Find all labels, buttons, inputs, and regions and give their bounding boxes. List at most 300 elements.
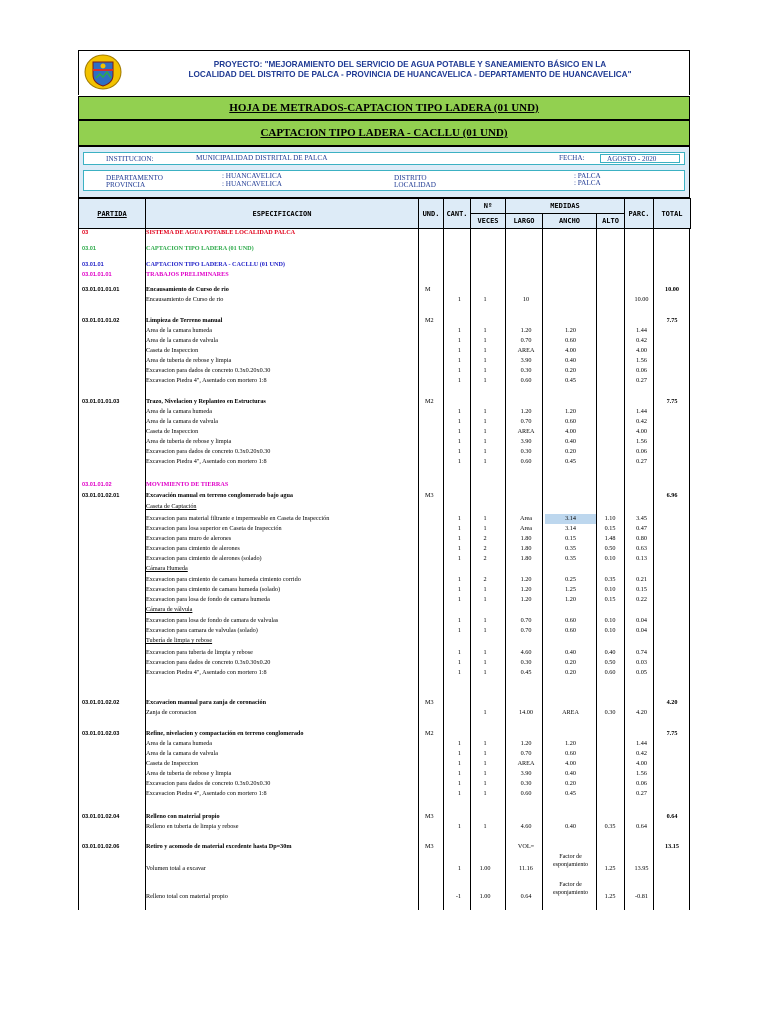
especificacion-cell: Volumen total a excavar <box>146 865 206 872</box>
parc-cell: 0.06 <box>636 367 647 374</box>
province-label: PROVINCIA <box>106 181 146 189</box>
institution-label: INSTITUCION: <box>106 155 154 163</box>
table-row <box>78 534 690 544</box>
alto-cell: 0.15 <box>604 525 616 532</box>
cant-cell: 1 <box>457 669 461 676</box>
ancho-cell: 0.20 <box>565 669 576 676</box>
veces-cell: 1 <box>483 709 487 716</box>
veces-cell: 1 <box>483 760 487 767</box>
largo-cell: 1.20 <box>520 327 532 334</box>
veces-cell: 2 <box>483 555 487 562</box>
largo-cell: Area <box>519 525 533 532</box>
veces-cell: 1 <box>483 780 487 787</box>
ancho-cell: AREA <box>562 709 579 716</box>
especificacion-cell: Relleno total con material propio <box>146 893 228 900</box>
especificacion-cell: Excavacion Piedra 4", Asentado con mortero 1:8 <box>146 377 267 384</box>
largo-cell: 1.20 <box>520 576 532 583</box>
especificacion-cell: Excavacion para dados de concreto 0.3x0.20x0.30 <box>146 448 271 455</box>
ancho-cell: 0.20 <box>565 448 576 455</box>
parc-cell: 0.13 <box>636 555 647 562</box>
alto-cell: 0.35 <box>604 823 616 830</box>
parc-cell: 0.27 <box>636 458 647 465</box>
parc-cell: 1.56 <box>636 770 647 777</box>
veces-cell: 1 <box>483 418 487 425</box>
parc-cell: 0.63 <box>636 545 647 552</box>
veces-cell: 1.00 <box>479 893 491 900</box>
especificacion-cell: CAPTACION TIPO LADERA (01 UND) <box>146 245 254 252</box>
cant-cell: 1 <box>457 617 461 624</box>
parc-cell: 0.04 <box>636 617 647 624</box>
parc-cell: 1.44 <box>636 740 647 747</box>
partida-cell: 03.01.01.02.06 <box>82 844 120 850</box>
especificacion-cell: Excavacion para losa de fondo de camara humeda <box>146 596 270 603</box>
especificacion-cell: Area de la camara humeda <box>146 327 212 334</box>
especificacion-cell: Excavacion para material filtrante e impermeable en Caseta de Inspección <box>146 515 330 522</box>
ancho-cell: 4.00 <box>565 428 576 435</box>
largo-cell: 1.80 <box>520 555 532 562</box>
especificacion-cell: Area de la camara humeda <box>146 740 212 747</box>
province-value: : HUANCAVELICA <box>222 180 282 188</box>
veces-cell: 1 <box>483 669 487 676</box>
alto-cell: 1.25 <box>604 865 616 872</box>
cant-cell: 1 <box>457 823 461 830</box>
especificacion-cell: Excavacion para dados de concreto 0.3x0.20x0.30 <box>146 367 271 374</box>
cant-cell: 1 <box>457 659 461 666</box>
ancho-cell: 0.60 <box>565 627 576 634</box>
especificacion-cell: Area de tuberia de rebose y limpia <box>146 357 232 364</box>
especificacion-cell: Excavacion para tuberia de limpia y rebose <box>146 649 253 656</box>
sheet-title: HOJA DE METRADOS-CAPTACION TIPO LADERA (01 UND) <box>229 102 539 114</box>
ancho-cell: 0.60 <box>565 750 576 757</box>
table-row <box>78 822 690 832</box>
und-cell: M3 <box>425 492 434 499</box>
table-row <box>78 605 690 615</box>
veces-cell: 1 <box>483 357 487 364</box>
department-label: DEPARTAMENTO <box>106 174 163 182</box>
table-row <box>78 326 690 336</box>
alto-cell: 0.60 <box>604 669 616 676</box>
institution-row <box>83 152 685 165</box>
parc-cell: 0.21 <box>636 576 647 583</box>
alto-cell: 0.50 <box>604 659 616 666</box>
col-und: UND. <box>419 199 444 229</box>
table-row <box>78 554 690 564</box>
location-row <box>83 170 685 191</box>
veces-cell: 1 <box>483 438 487 445</box>
especificacion-cell: Excavacion Piedra 4", Asentado con mortero 1:8 <box>146 669 267 676</box>
largo-cell: 0.60 <box>520 790 532 797</box>
parc-cell: 0.22 <box>636 596 647 603</box>
table-row <box>78 564 690 574</box>
partida-cell: 03.01.01.02.02 <box>82 700 120 706</box>
info-block <box>78 146 690 198</box>
partida-cell: 03.01.01.01.02 <box>82 318 120 324</box>
veces-cell: 1 <box>483 525 487 532</box>
veces-cell: 1 <box>483 790 487 797</box>
total-cell: 10.00 <box>665 286 679 293</box>
especificacion-cell: Excavacion para losa de fondo de camara de valvulas <box>146 617 279 624</box>
veces-cell: 1 <box>483 296 487 303</box>
table-row <box>78 769 690 779</box>
cant-cell: 1 <box>457 545 461 552</box>
alto-cell: 0.10 <box>604 586 616 593</box>
cant-cell: 1 <box>457 780 461 787</box>
especificacion-cell: Trazo, Nivelacion y Replanteo en Estructuras <box>146 398 266 405</box>
und-cell: M2 <box>425 398 434 405</box>
parc-cell: 1.44 <box>636 327 647 334</box>
parc-cell: 0.74 <box>636 649 647 656</box>
largo-cell: 0.30 <box>520 448 532 455</box>
ancho-cell: 0.60 <box>565 337 576 344</box>
parc-cell: 0.06 <box>636 448 647 455</box>
locality-label: LOCALIDAD <box>394 181 436 189</box>
veces-cell: 1 <box>483 617 487 624</box>
district-value: : PALCA <box>574 172 601 180</box>
table-row <box>78 295 690 305</box>
ancho-cell: 0.60 <box>565 617 576 624</box>
largo-cell: VOL= <box>517 843 535 850</box>
veces-cell: 1 <box>483 740 487 747</box>
factor-esponjamiento-cell: Factor de esponjamiento <box>553 882 588 896</box>
especificacion-cell: Tubería de limpia y rebose <box>146 637 213 644</box>
table-row <box>78 285 690 295</box>
parc-cell: 0.64 <box>636 823 647 830</box>
cant-cell: 1 <box>457 535 461 542</box>
largo-cell: 3.90 <box>520 438 532 445</box>
ancho-cell: 0.40 <box>565 357 576 364</box>
veces-cell: 1 <box>483 659 487 666</box>
parc-cell: -0.81 <box>635 893 648 900</box>
municipal-shield-icon <box>84 54 122 90</box>
ancho-cell: 0.40 <box>565 438 576 445</box>
ancho-cell: 0.20 <box>565 659 576 666</box>
veces-cell: 1 <box>483 347 487 354</box>
table-row <box>78 457 690 467</box>
cant-cell: 1 <box>457 458 461 465</box>
especificacion-cell: Excavacion manual para zanja de coronación <box>146 699 267 706</box>
project-title-line1: PROYECTO: "MEJORAMIENTO DEL SERVICIO DE AGUA POTABLE Y SANEAMIENTO BÁSICO EN LA <box>213 60 607 69</box>
ancho-cell: 3.14 <box>565 525 576 532</box>
especificacion-cell: Excavacion para losa superior en Caseta de Inspección <box>146 525 282 532</box>
alto-cell: 0.30 <box>604 709 616 716</box>
parc-cell: 0.04 <box>636 627 647 634</box>
und-cell: M3 <box>425 699 434 706</box>
table-row <box>78 447 690 457</box>
ancho-cell: 0.45 <box>565 790 576 797</box>
table-row <box>78 316 690 326</box>
table-row <box>78 595 690 605</box>
und-cell: M3 <box>425 813 434 820</box>
parc-cell: 0.27 <box>636 377 647 384</box>
total-cell: 7.75 <box>666 730 678 737</box>
largo-cell: 3.90 <box>520 770 532 777</box>
cant-cell: 1 <box>457 865 461 872</box>
alto-cell: 0.35 <box>604 576 616 583</box>
table-row <box>78 376 690 386</box>
ancho-cell: 0.60 <box>565 418 576 425</box>
und-cell: M3 <box>425 843 434 850</box>
partida-cell: 03 <box>82 230 89 236</box>
metrados-body <box>78 228 690 910</box>
table-row <box>78 336 690 346</box>
parc-cell: 1.56 <box>636 438 647 445</box>
table-row <box>78 842 690 852</box>
col-n: Nº <box>471 199 506 214</box>
table-row <box>78 270 690 280</box>
parc-cell: 0.27 <box>636 790 647 797</box>
largo-cell: 0.60 <box>520 458 532 465</box>
table-row <box>78 626 690 636</box>
especificacion-cell: Excavacion Piedra 4", Asentado con mortero 1:8 <box>146 458 267 465</box>
und-cell: M <box>425 286 431 293</box>
table-row <box>78 698 690 708</box>
cant-cell: 1 <box>457 750 461 757</box>
parc-cell: 10.00 <box>634 296 649 303</box>
col-cant: CANT. <box>444 199 471 229</box>
especificacion-cell: Excavacion para cimiento de camara humeda cimiento corrido <box>146 576 301 583</box>
veces-cell: 1 <box>483 448 487 455</box>
largo-cell: 0.70 <box>520 627 532 634</box>
total-cell: 6.96 <box>666 492 678 499</box>
cant-cell: 1 <box>457 555 461 562</box>
table-row <box>78 346 690 356</box>
ancho-cell: 0.25 <box>565 576 576 583</box>
especificacion-cell: Area de tuberia de rebose y limpia <box>146 438 232 445</box>
largo-cell: 0.64 <box>520 893 532 900</box>
total-cell: 7.75 <box>666 398 678 405</box>
especificacion-cell: Excavacion para cimiento de alerones <box>146 545 240 552</box>
veces-cell: 1 <box>483 586 487 593</box>
alto-cell: 0.40 <box>604 649 616 656</box>
table-row <box>78 636 690 646</box>
cant-cell: 1 <box>457 576 461 583</box>
especificacion-cell: Relleno con material propio <box>146 813 220 820</box>
partida-cell: 03.01.01.02.04 <box>82 814 120 820</box>
especificacion-cell: Zanja de coronacion <box>146 709 197 716</box>
table-row <box>78 356 690 366</box>
especificacion-cell: Area de la camara de valvula <box>146 418 218 425</box>
ancho-cell: 3.14 <box>545 514 596 524</box>
largo-cell: 1.20 <box>520 586 532 593</box>
ancho-cell: 1.20 <box>565 408 576 415</box>
institution-value: MUNICIPALIDAD DISTRITAL DE PALCA <box>196 154 328 162</box>
veces-cell: 1 <box>483 327 487 334</box>
especificacion-cell: Excavacion para dados de concreto 0.3x0.30x0.20 <box>146 659 271 666</box>
parc-cell: 0.42 <box>636 750 647 757</box>
cant-cell: 1 <box>457 357 461 364</box>
parc-cell: 13.95 <box>634 865 649 872</box>
partida-cell: 03.01 <box>82 246 96 252</box>
largo-cell: 0.70 <box>520 750 532 757</box>
table-row <box>78 244 690 254</box>
veces-cell: 1 <box>483 458 487 465</box>
table-row <box>78 437 690 447</box>
especificacion-cell: Refine, nivelacion y compactación en terreno conglomerado <box>146 730 304 737</box>
alto-cell: 0.10 <box>604 555 616 562</box>
veces-cell: 1 <box>483 428 487 435</box>
col-veces: VECES <box>471 214 506 229</box>
table-row <box>78 397 690 407</box>
largo-cell: AREA <box>517 428 535 435</box>
table-row <box>78 668 690 678</box>
ancho-cell: 0.15 <box>565 535 576 542</box>
table-row <box>78 729 690 739</box>
parc-cell: 0.47 <box>636 525 647 532</box>
largo-cell: 0.70 <box>520 337 532 344</box>
alto-cell: 1.25 <box>604 893 616 900</box>
largo-cell: 0.30 <box>520 780 532 787</box>
especificacion-cell: SISTEMA DE AGUA POTABLE LOCALIDAD PALCA <box>146 229 296 236</box>
parc-cell: 0.15 <box>636 586 647 593</box>
partida-cell: 03.01.01.02.01 <box>82 493 120 499</box>
factor-esponjamiento-cell: Factor de esponjamiento <box>553 854 588 868</box>
largo-cell: 0.70 <box>520 418 532 425</box>
parc-cell: 0.05 <box>636 669 647 676</box>
table-row <box>78 524 690 534</box>
alto-cell: 1.10 <box>604 515 616 522</box>
especificacion-cell: Excavacion para muro de alerones <box>146 535 232 542</box>
table-row <box>78 882 690 902</box>
col-largo: LARGO <box>506 214 543 229</box>
especificacion-cell: Limpieza de Terreno manual <box>146 317 223 324</box>
table-row <box>78 427 690 437</box>
cant-cell: 1 <box>457 760 461 767</box>
cant-cell: 1 <box>457 327 461 334</box>
col-ancho: ANCHO <box>543 214 597 229</box>
veces-cell: 1 <box>483 367 487 374</box>
largo-cell: 11.16 <box>519 865 533 872</box>
table-row <box>78 616 690 626</box>
col-alto: ALTO <box>597 214 625 229</box>
cant-cell: 1 <box>457 649 461 656</box>
cant-cell: 1 <box>457 515 461 522</box>
parc-cell: 1.56 <box>636 357 647 364</box>
cant-cell: 1 <box>457 347 461 354</box>
parc-cell: 3.45 <box>636 515 647 522</box>
ancho-cell: 0.20 <box>565 367 576 374</box>
largo-cell: 1.80 <box>520 545 532 552</box>
alto-cell: 0.50 <box>604 545 616 552</box>
parc-cell: 1.44 <box>636 408 647 415</box>
especificacion-cell: MOVIMIENTO DE TIERRAS <box>146 481 229 488</box>
especificacion-cell: Excavacion para camara de valvulas (solado) <box>146 627 258 634</box>
table-row <box>78 480 690 490</box>
sheet-title-band <box>78 96 690 120</box>
alto-cell: 0.15 <box>604 596 616 603</box>
parc-cell: 4.00 <box>636 347 647 354</box>
table-row <box>78 417 690 427</box>
col-parc: PARC. <box>625 199 654 229</box>
especificacion-cell: Caseta de Inspeccion <box>146 428 199 435</box>
table-row <box>78 366 690 376</box>
partida-cell: 03.01.01 <box>82 262 104 268</box>
project-title <box>140 60 680 80</box>
table-row <box>78 575 690 585</box>
cant-cell: 1 <box>457 627 461 634</box>
parc-cell: 0.42 <box>636 418 647 425</box>
especificacion-cell: Excavación manual en terreno conglomerado bajo agua <box>146 492 294 499</box>
ancho-cell: 0.35 <box>565 555 576 562</box>
ancho-cell: 0.45 <box>565 458 576 465</box>
largo-cell: 4.60 <box>520 649 532 656</box>
parc-cell: 4.20 <box>636 709 647 716</box>
parc-cell: 0.42 <box>636 337 647 344</box>
und-cell: M2 <box>425 730 434 737</box>
veces-cell: 1 <box>483 770 487 777</box>
table-row <box>78 228 690 238</box>
partida-cell: 03.01.01.02 <box>82 482 112 488</box>
especificacion-cell: CAPTACION TIPO LADERA - CACLLU (01 UND) <box>146 261 285 268</box>
especificacion-cell: Area de tuberia de rebose y limpia <box>146 770 232 777</box>
especificacion-cell: Area de la camara de valvula <box>146 750 218 757</box>
project-title-line2: LOCALIDAD DEL DISTRITO DE PALCA - PROVINCIA DE HUANCAVELICA - DEPARTAMENTO DE HUANCAVELICA" <box>188 70 632 79</box>
especificacion-cell: Retiro y acomodo de material excedente hasta Dp=30m <box>146 843 292 850</box>
veces-cell: 1 <box>483 408 487 415</box>
cant-cell: 1 <box>457 596 461 603</box>
largo-cell: Area <box>519 515 533 522</box>
table-row <box>78 658 690 668</box>
especificacion-cell: TRABAJOS PRELIMINARES <box>146 271 229 278</box>
partida-cell: 03.01.01.01 <box>82 272 112 278</box>
col-especificacion: ESPECIFICACION <box>146 199 419 229</box>
subtitle-band <box>78 120 690 146</box>
veces-cell: 1 <box>483 627 487 634</box>
table-row <box>78 789 690 799</box>
veces-cell: 1 <box>483 750 487 757</box>
table-row <box>78 708 690 718</box>
largo-cell: 0.60 <box>520 377 532 384</box>
veces-cell: 1 <box>483 515 487 522</box>
cant-cell: 1 <box>457 296 461 303</box>
date-field <box>600 154 680 163</box>
especificacion-cell: Excavacion para cimiento de alerones (solado) <box>146 555 262 562</box>
especificacion-cell: Area de la camara humeda <box>146 408 212 415</box>
veces-cell: 1 <box>483 823 487 830</box>
locality-value: : PALCA <box>574 179 601 187</box>
largo-cell: 1.20 <box>520 596 532 603</box>
especificacion-cell: Caseta de Captación <box>146 503 197 510</box>
cant-cell: 1 <box>457 525 461 532</box>
ancho-cell: 0.40 <box>565 649 576 656</box>
alto-cell: 0.10 <box>604 627 616 634</box>
cant-cell: 1 <box>457 448 461 455</box>
cant-cell: 1 <box>457 367 461 374</box>
largo-cell: 0.70 <box>520 617 532 624</box>
col-medidas: MEDIDAS <box>506 199 625 214</box>
especificacion-cell: Encausamiento de Curso de rio <box>146 296 224 303</box>
total-cell: 13.15 <box>665 843 679 850</box>
largo-cell: 1.20 <box>520 408 532 415</box>
largo-cell: 0.45 <box>520 669 532 676</box>
table-row <box>78 739 690 749</box>
table-row <box>78 260 690 270</box>
largo-cell: 3.90 <box>520 357 532 364</box>
ancho-cell: 4.00 <box>565 760 576 767</box>
table-row <box>78 502 690 512</box>
ancho-cell: 4.00 <box>565 347 576 354</box>
und-cell: M2 <box>425 317 434 324</box>
especificacion-cell: Caseta de Inspeccion <box>146 760 199 767</box>
parc-cell: 4.00 <box>636 760 647 767</box>
ancho-cell: 1.20 <box>565 740 576 747</box>
total-cell: 4.20 <box>666 699 678 706</box>
table-row <box>78 759 690 769</box>
especificacion-cell: Excavacion para cimiento de camara humeda (solado) <box>146 586 280 593</box>
especificacion-cell: Cámara de válvula <box>146 606 193 613</box>
largo-cell: AREA <box>517 347 535 354</box>
table-row <box>78 585 690 595</box>
col-partida: PARTIDA <box>79 199 146 229</box>
